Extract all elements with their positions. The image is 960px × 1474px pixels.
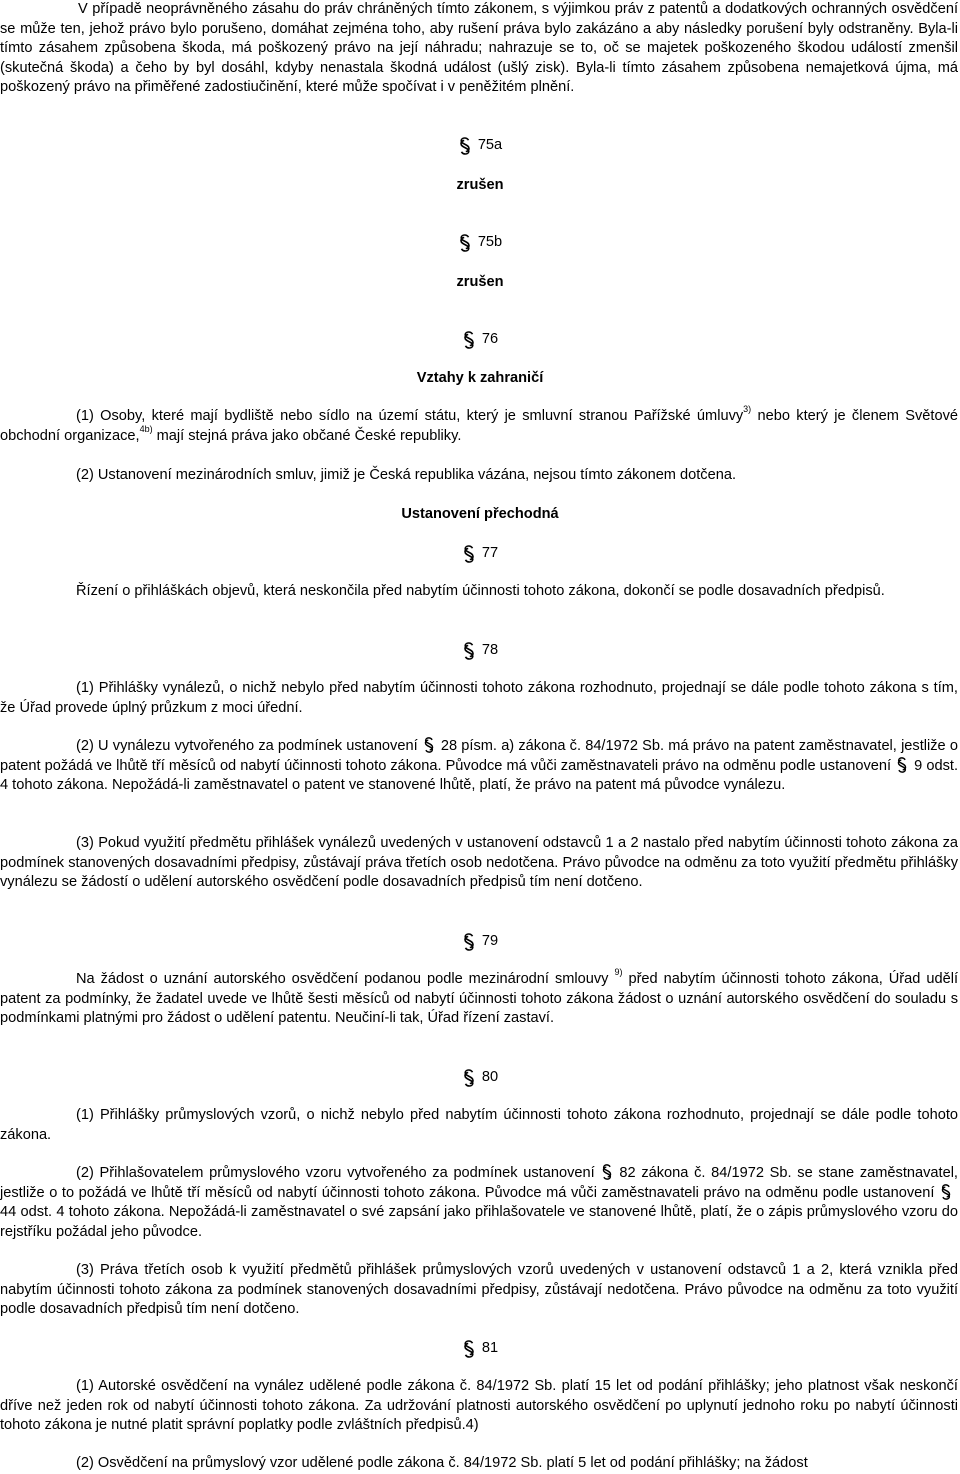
section-79-paragraph: Na žádost o uznání autorského osvědčení podanou podle mezinárodní smlouvy $^{9)}$ před nabytím účinnosti tohoto zákona, Úřad udělí patent za podmínky, že žadatel uvede ve lhůtě šesti měsíců od nabytí účinnosti tohoto zákona žádost o uznání autorského osvědčení do souladu s podmínkami platnými pro žádost o udělení patentu. Neučiní-li tak, Úřad řízení zastaví. bbox=[0, 967, 958, 1026]
section-78-paragraph-3: (3) Pokud využití předmětu přihlášek vynálezů uvedených v ustanovení odstavců 1 a 2 nastalo před nabytím účinnosti tohoto zákona za podmínek stanovených dosavadními předpisy, zůstávají práva třetích osob nedotčena. Právo původce na odměnu za toto využití předmětu přihlášky vynálezu se žádostí o udělení autorského osvědčení podle dosavadních předpisů tím není dotčeno. bbox=[0, 835, 958, 890]
section-77-heading: 77 bbox=[0, 544, 960, 564]
transitional-provisions-heading: Ustanovení přechodná bbox=[401, 506, 559, 522]
section-sign-icon bbox=[939, 1184, 953, 1200]
section-78-heading: 78 bbox=[0, 641, 960, 661]
section-76-heading: 76 bbox=[0, 330, 960, 350]
section-81-paragraph-2: (2) Osvědčení na průmyslový vzor udělené podle zákona č. 84/1972 Sb. platí 5 let od podání přihlášky; na žádost bbox=[76, 1455, 808, 1471]
section-76-paragraph-1: (1) Osoby, které mají bydliště nebo sídlo na území státu, který je smluvní stranou Pařížské úmluvy$^{3)}$ nebo který je členem Světové obchodní organizace,$^{4b)}$ mají stejná práva jako občané České republiky. bbox=[0, 404, 959, 444]
section-sign-icon bbox=[462, 331, 476, 349]
section-80-paragraph-1: (1) Přihlášky průmyslových vzorů, o nichž nebylo před nabytím účinnosti tohoto zákona rozhodnuto, projednají se dále podle tohoto zákona. bbox=[0, 1107, 958, 1143]
section-sign-icon bbox=[458, 137, 472, 155]
section-81-heading: 81 bbox=[0, 1339, 960, 1359]
section-sign-icon bbox=[458, 234, 472, 252]
section-80-paragraph-2: (2) Přihlašovatelem průmyslového vzoru vytvořeného za podmínek ustanovení 82 zákona č. 84/1972 Sb. se stane zaměstnavatel, jestliže o to požádá ve lhůtě tří měsíců od nabytí účinnosti tohoto zákona. Původce má vůči zaměstnavateli právo na odměnu podle ustanovení 44 odst. 4 tohoto zákona. Nepožádá-li zaměstnavatel o své zapsání jako přihlašovatele ve stanovené lhůtě, platí, že o zápis průmyslového vzoru do rejstříku požádal jeho původce. bbox=[0, 1165, 958, 1240]
section-75b-heading: 75b bbox=[0, 233, 960, 253]
section-78-paragraph-1: (1) Přihlášky vynálezů, o nichž nebylo před nabytím účinnosti tohoto zákona rozhodnuto, projednají se dále podle tohoto zákona s tím, že Úřad provede úplný průzkum z moci úřední. bbox=[0, 680, 958, 716]
section-75b-status: zrušen bbox=[456, 274, 504, 290]
section-sign-icon bbox=[600, 1164, 614, 1180]
section-sign-icon bbox=[462, 545, 476, 563]
section-sign-icon bbox=[462, 933, 476, 951]
section-76-paragraph-2: (2) Ustanovení mezinárodních smluv, jimiž je Česká republika vázána, nejsou tímto zákonem dotčena. bbox=[76, 467, 737, 483]
section-80-paragraph-3: (3) Práva třetích osob k využití předmětů přihlášek průmyslových vzorů uvedených v ustanovení odstavců 1 a 2, která vznikla před nabytím účinnosti tohoto zákona za podmínek stanovených dosavadními předpisy, zůstávají nedotčena. Právo původce na odměnu za toto využití podle dosavadních předpisů tím není dotčeno. bbox=[0, 1262, 958, 1317]
section-sign-icon bbox=[895, 757, 909, 773]
section-sign-icon bbox=[422, 737, 436, 753]
section-sign-icon bbox=[462, 1340, 476, 1358]
section-80-heading: 80 bbox=[0, 1068, 960, 1088]
section-76-title: Vztahy k zahraničí bbox=[416, 370, 544, 386]
section-75a-heading: 75a bbox=[0, 136, 960, 156]
section-81-paragraph-1: (1) Autorské osvědčení na vynález udělené podle zákona č. 84/1972 Sb. platí 15 let od podání přihlášky; jeho platnost však neskončí dříve než jeden rok od nabytí účinnosti tohoto zákona. Za udržování platnosti autorského osvědčení po uplynutí jednoho roku po nabytí účinnosti tohoto zákona je nutné platit správní poplatky podle zvláštních předpisů.4) bbox=[0, 1378, 958, 1433]
section-78-paragraph-2: (2) U vynálezu vytvořeného za podmínek ustanovení 28 písm. a) zákona č. 84/1972 Sb. má právo na patent zaměstnavatel, jestliže o patent požádá ve lhůtě tří měsíců od nabytí účinnosti tohoto zákona. Původce má vůči zaměstnavateli právo na odměnu podle ustanovení 9 odst. 4 tohoto zákona. Nepožádá-li zaměstnavatel o patent ve stanovené lhůtě, platí, že právo na patent má původce vynálezu. bbox=[0, 738, 958, 793]
section-79-heading: 79 bbox=[0, 932, 960, 952]
intro-paragraph: V případě neoprávněného zásahu do práv chráněných tímto zákonem, s výjimkou práv z patentů a dodatkových ochranných osvědčení se může ten, jehož právo bylo porušeno, domáhat zejména toho, aby rušení práva bylo zakázáno a aby následky porušení byly odstraněny. Byla-li tímto zásahem způsobena škoda, má poškozený právo na její náhradu; nahrazuje se to, oč se majetek poškozeného škodou událostí zmenšil (skutečná škoda) a čeho by byl dosáhl, kdyby nenastala škodná událost (ušlý zisk). Byla-li tímto zásahem způsobena nemajetková újma, má poškozený právo na přiměřené zadostiučinění, které může spočívat i v peněžitém plnění. bbox=[0, 1, 958, 95]
section-75a-status: zrušen bbox=[456, 177, 504, 193]
section-77-paragraph: Řízení o přihláškách objevů, která neskončila před nabytím účinnosti tohoto zákona, dokončí se podle dosavadních předpisů. bbox=[76, 583, 885, 599]
section-sign-icon bbox=[462, 1069, 476, 1087]
section-sign-icon bbox=[462, 642, 476, 660]
